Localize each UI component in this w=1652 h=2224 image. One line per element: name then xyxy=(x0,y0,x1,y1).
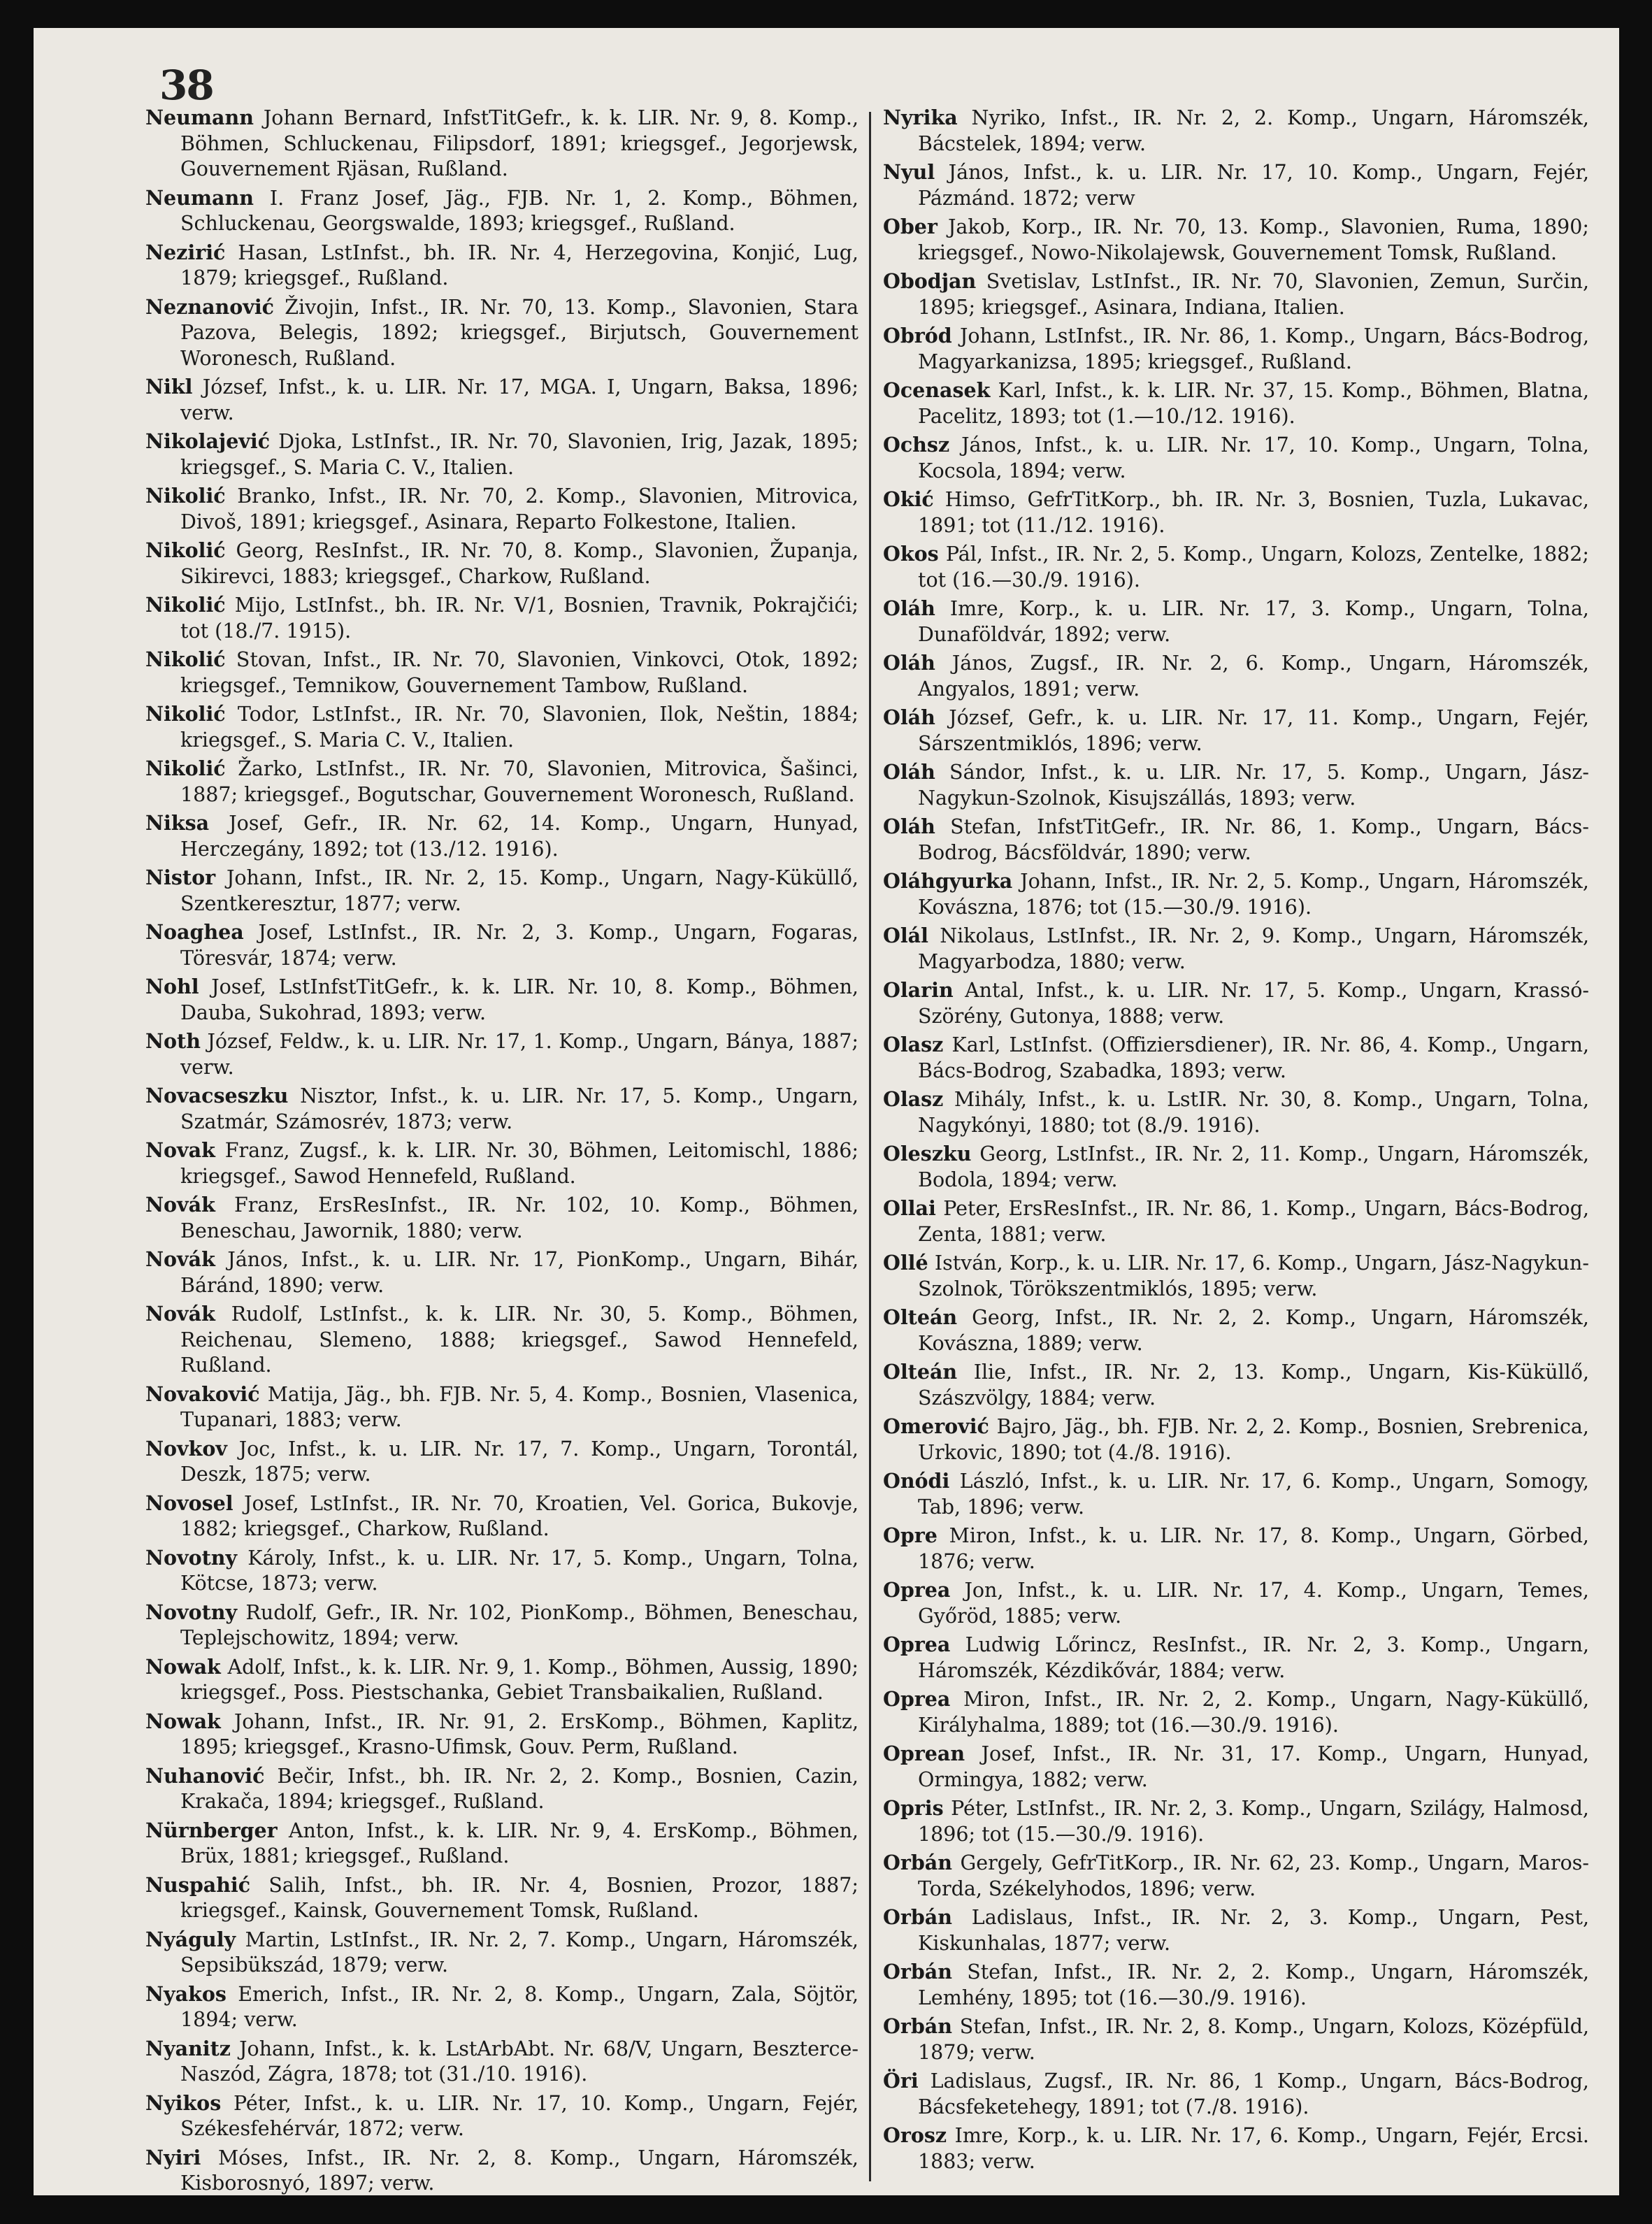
entry-details: Miron, Infst., k. u. LIR. Nr. 17, 8. Komp., Ungarn, Görbed, 1876; verw. xyxy=(918,1524,1589,1573)
entry-surname: Opre xyxy=(883,1523,938,1547)
entry-details: Móses, Infst., IR. Nr. 2, 8. Komp., Ungarn, Háromszék, Kisborosnyó, 1897; verw. xyxy=(180,2146,859,2195)
entry-details: József, Infst., k. u. LIR. Nr. 17, MGA. I, Ungarn, Baksa, 1896; verw. xyxy=(180,375,859,424)
entry-details: Pál, Infst., IR. Nr. 2, 5. Komp., Ungarn, Kolozs, Zentelke, 1882; tot (16.—30./9. 1916). xyxy=(918,543,1590,591)
register-entry xyxy=(883,759,1589,811)
entry-details: József, Feldw., k. u. LIR. Nr. 17, 1. Komp., Ungarn, Bánya, 1887; verw. xyxy=(180,1030,859,1079)
entry-surname: Oprea xyxy=(883,1578,951,1602)
register-entry xyxy=(883,1959,1589,2011)
entry-surname: Oprean xyxy=(883,1742,965,1765)
entry-details: Martin, LstInfst., IR. Nr. 2, 7. Komp., Ungarn, Háromszék, Sepsibükszád, 1879; verw. xyxy=(180,1928,859,1977)
entry-details: Jon, Infst., k. u. LIR. Nr. 17, 4. Komp., Ungarn, Temes, Győröd, 1885; verw. xyxy=(918,1579,1589,1628)
entry-surname: Olál xyxy=(883,924,928,947)
entry-details: László, Infst., k. u. LIR. Nr. 17, 6. Komp., Ungarn, Somogy, Tab, 1896; verw. xyxy=(918,1470,1589,1519)
entry-surname: Orbán xyxy=(883,2014,952,2038)
entry-details: Péter, Infst., k. u. LIR. Nr. 17, 10. Komp., Ungarn, Fejér, Székesfehérvár, 1872; verw. xyxy=(180,2091,859,2140)
register-entry xyxy=(883,1359,1589,1411)
entry-details: Peter, ErsResInfst., IR. Nr. 86, 1. Komp., Ungarn, Bács-Bodrog, Zenta, 1881; verw. xyxy=(918,1197,1590,1246)
register-entry xyxy=(145,1600,859,1651)
register-entry xyxy=(883,1468,1589,1520)
entry-surname: Noaghea xyxy=(145,920,244,944)
register-entry xyxy=(883,1686,1589,1738)
register-entry xyxy=(145,1382,859,1433)
entry-surname: Opris xyxy=(883,1796,944,1820)
entry-details: Josef, LstInfst., IR. Nr. 70, Kroatien, Vel. Gorica, Bukovje, 1882; kriegsgef., Charkow, Rußland. xyxy=(180,1491,859,1540)
entry-details: Žarko, LstInfst., IR. Nr. 70, Slavonien, Mitrovica, Šašinci, 1887; kriegsgef., Bogutschar, Gouvernement Woronesch, Rußland. xyxy=(180,757,859,806)
entry-surname: Orbán xyxy=(883,1905,952,1929)
entry-details: Georg, LstInfst., IR. Nr. 2, 11. Komp., Ungarn, Háromszék, Bodola, 1894; verw. xyxy=(918,1142,1589,1191)
register-entry xyxy=(145,1654,859,1706)
register-entry xyxy=(883,1196,1589,1247)
entry-surname: Novák xyxy=(145,1247,215,1271)
entry-details: Josef, Infst., IR. Nr. 31, 17. Komp., Ungarn, Hunyad, Ormingya, 1882; verw. xyxy=(918,1742,1589,1791)
entry-surname: Olarin xyxy=(883,978,954,1002)
entry-surname: Ochsz xyxy=(883,433,950,457)
register-entry xyxy=(883,1577,1589,1629)
register-entry xyxy=(145,865,859,917)
entry-surname: Nyiri xyxy=(145,2145,201,2169)
register-entry xyxy=(145,1763,859,1815)
entry-surname: Nowak xyxy=(145,1709,221,1733)
register-entry xyxy=(145,919,859,971)
entry-surname: Olasz xyxy=(883,1087,944,1111)
entry-surname: Novotny xyxy=(145,1545,238,1570)
entry-details: Salih, Infst., bh. IR. Nr. 4, Bosnien, Prozor, 1887; kriegsgef., Kainsk, Gouvernement Tomsk, Rußland. xyxy=(180,1873,859,1922)
register-entry xyxy=(883,323,1589,375)
document-page xyxy=(34,28,1619,2195)
register-entry xyxy=(145,105,859,182)
entry-surname: Novak xyxy=(145,1138,215,1162)
right-column xyxy=(883,105,1589,2177)
entry-surname: Okos xyxy=(883,542,939,566)
entry-surname: Nuhanović xyxy=(145,1763,265,1788)
entry-surname: Obród xyxy=(883,324,952,347)
register-entry xyxy=(883,105,1589,157)
entry-surname: Nikolić xyxy=(145,593,226,617)
register-entry xyxy=(145,1927,859,1979)
register-entry xyxy=(145,1436,859,1488)
entry-surname: Nikolić xyxy=(145,538,226,562)
register-entry xyxy=(145,1981,859,2033)
entry-surname: Ollé xyxy=(883,1251,928,1275)
register-entry xyxy=(883,1086,1589,1138)
register-entry xyxy=(145,647,859,698)
register-entry xyxy=(883,1414,1589,1465)
register-entry xyxy=(145,1247,859,1298)
entry-surname: Olteán xyxy=(883,1360,958,1384)
entry-details: Bajro, Jäg., bh. FJB. Nr. 2, 2. Komp., Bosnien, Srebrenica, Urkovic, 1890; tot (4./8. 1916). xyxy=(918,1415,1589,1464)
entry-details: Johann, Infst., IR. Nr. 2, 15. Komp., Ungarn, Nagy-Küküllő, Szentkeresztur, 1877; verw. xyxy=(180,866,859,915)
column-divider xyxy=(869,112,871,2181)
entry-details: Anton, Infst., k. k. LIR. Nr. 9, 4. ErsKomp., Böhmen, Brüx, 1881; kriegsgef., Rußland. xyxy=(180,1818,859,1867)
entry-surname: Oláhgyurka xyxy=(883,869,1013,893)
entry-surname: Novaković xyxy=(145,1382,260,1406)
register-entry xyxy=(145,2036,859,2088)
entry-surname: Neumann xyxy=(145,185,254,210)
entry-details: I. Franz Josef, Jäg., FJB. Nr. 1, 2. Komp., Böhmen, Schluckenau, Georgswalde, 1893; kriegsgef., Rußland. xyxy=(180,186,859,235)
entry-details: János, Infst., k. u. LIR. Nr. 17, 10. Komp., Ungarn, Fejér, Pázmánd. 1872; verw xyxy=(918,161,1589,210)
register-entry xyxy=(883,1795,1589,1847)
register-entry xyxy=(145,538,859,589)
register-entry xyxy=(883,541,1589,593)
entry-surname: Nezirić xyxy=(145,240,226,264)
entry-surname: Ober xyxy=(883,215,938,238)
register-entry xyxy=(883,1904,1589,1956)
entry-details: Ladislaus, Zugsf., IR. Nr. 86, 1 Komp., Ungarn, Bács-Bodrog, Bácsfeketehegy, 1891; tot (7./8. 1916). xyxy=(918,2069,1589,2118)
entry-details: Adolf, Infst., k. k. LIR. Nr. 9, 1. Komp., Böhmen, Aussig, 1890; kriegsgef., Poss. Piestschanka, Gebiet Transbaikalien, Rußland. xyxy=(180,1655,859,1704)
entry-surname: Okić xyxy=(883,487,934,511)
entry-details: Branko, Infst., IR. Nr. 70, 2. Komp., Slavonien, Mitrovica, Divoš, 1891; kriegsgef., Asinara, Reparto Folkestone, Italien. xyxy=(180,485,859,533)
entry-details: Johann, Infst., IR. Nr. 2, 5. Komp., Ungarn, Háromszék, Kovászna, 1876; tot (15.—30./9. 1916). xyxy=(918,870,1589,919)
entry-surname: Nikolajević xyxy=(145,429,271,453)
register-entry xyxy=(883,2123,1589,2174)
register-entry xyxy=(883,1632,1589,1684)
entry-surname: Nistor xyxy=(145,866,216,889)
entry-details: Johann, Infst., k. k. LstArbAbt. Nr. 68/V, Ungarn, Beszterce-Naszód, Zágra, 1878; tot (31./10. 1916). xyxy=(180,2037,859,2086)
register-entry xyxy=(145,974,859,1026)
register-entry xyxy=(145,756,859,808)
entry-details: Bečir, Infst., bh. IR. Nr. 2, 2. Komp., Bosnien, Cazin, Krakača, 1894; kriegsgef., Rußland. xyxy=(180,1764,859,1813)
entry-details: Nisztor, Infst., k. u. LIR. Nr. 17, 5. Komp., Ungarn, Szatmár, Számosrév, 1873; verw. xyxy=(180,1084,859,1133)
register-entry xyxy=(145,240,859,292)
entry-details: Joc, Infst., k. u. LIR. Nr. 17, 7. Komp., Ungarn, Torontál, Deszk, 1875; verw. xyxy=(180,1437,859,1486)
entry-surname: Niksa xyxy=(145,811,210,835)
register-entry xyxy=(145,1491,859,1542)
entry-surname: Nikolić xyxy=(145,702,226,726)
entry-surname: Ollai xyxy=(883,1196,936,1220)
register-entry xyxy=(145,701,859,753)
entry-surname: Nyáguly xyxy=(145,1927,236,1951)
register-entry xyxy=(883,705,1589,756)
entry-details: Josef, Gefr., IR. Nr. 62, 14. Komp., Ungarn, Hunyad, Herczegány, 1892; tot (13./12. 1916). xyxy=(180,812,859,861)
entry-surname: Obodjan xyxy=(883,269,977,293)
entry-details: Karl, LstInfst. (Offiziersdiener), IR. Nr. 86, 4. Komp., Ungarn, Bács-Bodrog, Szabadka, 1893; verw. xyxy=(918,1033,1589,1082)
register-entry xyxy=(883,214,1589,266)
register-entry xyxy=(145,1028,859,1080)
entry-details: István, Korp., k. u. LIR. Nr. 17, 6. Komp., Ungarn, Jász-Nagykun-Szolnok, Törökszentmiklós, 1895; verw. xyxy=(918,1251,1589,1300)
entry-details: Ilie, Infst., IR. Nr. 2, 13. Komp., Ungarn, Kis-Küküllő, Szászvölgy, 1884; verw. xyxy=(918,1361,1589,1409)
entry-surname: Novotny xyxy=(145,1600,238,1624)
entry-surname: Neumann xyxy=(145,106,254,129)
entry-details: Franz, ErsResInfst., IR. Nr. 102, 10. Komp., Böhmen, Beneschau, Jawornik, 1880; verw. xyxy=(180,1193,859,1242)
register-entry xyxy=(145,1192,859,1244)
entry-details: Imre, Korp., k. u. LIR. Nr. 17, 3. Komp., Ungarn, Tolna, Dunaföldvár, 1892; verw. xyxy=(918,597,1589,646)
entry-surname: Nowak xyxy=(145,1654,221,1679)
left-column xyxy=(145,105,859,2195)
register-entry xyxy=(145,1872,859,1924)
entry-details: Emerich, Infst., IR. Nr. 2, 8. Komp., Ungarn, Zala, Söjtör, 1894; verw. xyxy=(180,1982,859,2031)
register-entry xyxy=(883,1141,1589,1193)
entry-surname: Oprea xyxy=(883,1633,951,1656)
register-entry xyxy=(883,2068,1589,2120)
entry-details: Franz, Zugsf., k. k. LIR. Nr. 30, Böhmen, Leitomischl, 1886; kriegsgef., Sawod Hennefeld, Rußland. xyxy=(180,1139,859,1188)
page-number: 38 xyxy=(159,62,213,109)
entry-details: Himso, GefrTitKorp., bh. IR. Nr. 3, Bosnien, Tuzla, Lukavac, 1891; tot (11./12. 1916). xyxy=(918,488,1589,537)
entry-details: János, Zugsf., IR. Nr. 2, 6. Komp., Ungarn, Háromszék, Angyalos, 1891; verw. xyxy=(918,652,1589,701)
register-entry xyxy=(883,596,1589,647)
entry-surname: Oleszku xyxy=(883,1142,972,1165)
entry-details: Johann, Infst., IR. Nr. 91, 2. ErsKomp., Böhmen, Kaplitz, 1895; kriegsgef., Krasno-Ufimsk, Gouv. Perm, Rußland. xyxy=(180,1709,859,1758)
register-entry xyxy=(883,378,1589,429)
entry-details: Hasan, LstInfst., bh. IR. Nr. 4, Herzegovina, Konjić, Lug, 1879; kriegsgef., Rußland. xyxy=(180,241,859,289)
entry-surname: Omerović xyxy=(883,1414,989,1438)
entry-surname: Oláh xyxy=(883,815,935,838)
register-entry xyxy=(145,1709,859,1760)
entry-details: Rudolf, LstInfst., k. k. LIR. Nr. 30, 5. Komp., Böhmen, Reichenau, Slemeno, 1888; kriegsgef., Sawod Hennefeld, Rußland. xyxy=(180,1303,859,1377)
register-entry xyxy=(145,1083,859,1135)
register-entry xyxy=(883,1250,1589,1302)
entry-details: Josef, LstInfstTitGefr., k. k. LIR. Nr. 10, 8. Komp., Böhmen, Dauba, Sukohrad, 1893; verw. xyxy=(180,975,859,1024)
register-entry xyxy=(145,2090,859,2142)
register-entry xyxy=(883,650,1589,702)
entry-surname: Nikl xyxy=(145,375,193,399)
entry-details: Stefan, InfstTitGefr., IR. Nr. 86, 1. Komp., Ungarn, Bács-Bodrog, Bácsföldvár, 1890; verw. xyxy=(918,815,1589,864)
entry-details: Stefan, Infst., IR. Nr. 2, 2. Komp., Ungarn, Háromszék, Lemhény, 1895; tot (16.—30./9. 1916). xyxy=(918,1960,1589,2009)
entry-details: Georg, Infst., IR. Nr. 2, 2. Komp., Ungarn, Háromszék, Kovászna, 1889; verw. xyxy=(918,1306,1589,1355)
register-entry xyxy=(883,159,1589,211)
register-entry xyxy=(883,487,1589,538)
register-entry xyxy=(145,294,859,372)
register-entry xyxy=(145,592,859,644)
register-entry xyxy=(883,1305,1589,1356)
register-entry xyxy=(883,814,1589,866)
entry-surname: Novák xyxy=(145,1193,215,1217)
entry-surname: Noth xyxy=(145,1029,201,1053)
entry-surname: Öri xyxy=(883,2069,919,2093)
register-entry xyxy=(883,2014,1589,2065)
entry-surname: Ocenasek xyxy=(883,378,991,402)
entry-details: Mihály, Infst., k. u. LstIR. Nr. 30, 8. Komp., Ungarn, Tolna, Nagykónyi, 1880; tot (8./9. 1916). xyxy=(918,1088,1590,1137)
entry-details: Živojin, Infst., IR. Nr. 70, 13. Komp., Slavonien, Stara Pazova, Belegis, 1892; kriegsgef., Birjutsch, Gouvernement Woronesch, Rußland. xyxy=(180,295,859,370)
entry-surname: Oláh xyxy=(883,760,935,784)
entry-surname: Oláh xyxy=(883,596,935,620)
entry-details: Stefan, Infst., IR. Nr. 2, 8. Komp., Ungarn, Kolozs, Középfüld, 1879; verw. xyxy=(918,2015,1589,2064)
entry-details: Ludwig Lőrincz, ResInfst., IR. Nr. 2, 3. Komp., Ungarn, Háromszék, Kézdikővár, 1884; verw. xyxy=(918,1633,1589,1682)
entry-surname: Nikolić xyxy=(145,756,226,780)
entry-details: Svetislav, LstInfst., IR. Nr. 70, Slavonien, Zemun, Surčin, 1895; kriegsgef., Asinara, Indiana, Italien. xyxy=(918,270,1589,319)
entry-details: Todor, LstInfst., IR. Nr. 70, Slavonien, Ilok, Neštin, 1884; kriegsgef., S. Maria C. V., Italien. xyxy=(180,703,859,752)
entry-details: József, Gefr., k. u. LIR. Nr. 17, 11. Komp., Ungarn, Fejér, Sárszentmiklós, 1896; verw. xyxy=(918,706,1589,755)
entry-surname: Oláh xyxy=(883,651,935,675)
entry-surname: Nürnberger xyxy=(145,1818,278,1842)
register-entry xyxy=(145,1545,859,1597)
entry-surname: Novák xyxy=(145,1302,215,1326)
entry-details: Sándor, Infst., k. u. LIR. Nr. 17, 5. Komp., Ungarn, Jász-Nagykun-Szolnok, Kisujszállás, 1893; verw. xyxy=(918,761,1590,810)
entry-surname: Orbán xyxy=(883,1960,952,1983)
entry-details: Imre, Korp., k. u. LIR. Nr. 17, 6. Komp., Ungarn, Fejér, Ercsi. 1883; verw. xyxy=(918,2124,1589,2173)
register-entry xyxy=(145,1138,859,1189)
entry-surname: Nyul xyxy=(883,160,935,184)
register-entry xyxy=(883,268,1589,320)
entry-details: Mijo, LstInfst., bh. IR. Nr. V/1, Bosnien, Travnik, Pokrajčići; tot (18./7. 1915). xyxy=(180,594,859,643)
entry-surname: Novosel xyxy=(145,1491,234,1515)
entry-details: Ladislaus, Infst., IR. Nr. 2, 3. Komp., Ungarn, Pest, Kiskunhalas, 1877; verw. xyxy=(918,1906,1590,1955)
register-entry xyxy=(145,1301,859,1379)
register-entry xyxy=(145,185,859,237)
register-entry xyxy=(145,2145,859,2196)
entry-surname: Nikolić xyxy=(145,647,226,671)
entry-surname: Neznanović xyxy=(145,294,275,319)
entry-details: Antal, Infst., k. u. LIR. Nr. 17, 5. Komp., Ungarn, Krassó-Szörény, Gutonya, 1888; verw. xyxy=(918,979,1589,1028)
entry-surname: Olasz xyxy=(883,1033,944,1056)
entry-details: Nyriko, Infst., IR. Nr. 2, 2. Komp., Ungarn, Háromszék, Bácstelek, 1894; verw. xyxy=(918,106,1589,155)
entry-surname: Nuspahić xyxy=(145,1872,251,1897)
entry-details: Johann, LstInfst., IR. Nr. 86, 1. Komp., Ungarn, Bács-Bodrog, Magyarkanizsa, 1895; kriegsgef., Rußland. xyxy=(918,324,1590,373)
entry-details: Djoka, LstInfst., IR. Nr. 70, Slavonien, Irig, Jazak, 1895; kriegsgef., S. Maria C. V., Italien. xyxy=(180,430,859,479)
register-entry xyxy=(145,374,859,426)
entry-details: Nikolaus, LstInfst., IR. Nr. 2, 9. Komp., Ungarn, Háromszék, Magyarbodza, 1880; verw. xyxy=(918,924,1589,973)
entry-surname: Nyrika xyxy=(883,106,958,129)
register-entry xyxy=(883,1850,1589,1902)
register-entry xyxy=(145,810,859,862)
entry-surname: Oprea xyxy=(883,1687,951,1711)
register-entry xyxy=(883,432,1589,484)
entry-details: Jakob, Korp., IR. Nr. 70, 13. Komp., Slavonien, Ruma, 1890; kriegsgef., Nowo-Nikolajewsk, Gouvernement Tomsk, Rußland. xyxy=(918,215,1589,264)
entry-surname: Nikolić xyxy=(145,484,226,508)
entry-details: Péter, LstInfst., IR. Nr. 2, 3. Komp., Ungarn, Szilágy, Halmosd, 1896; tot (15.—30./9. 1916). xyxy=(918,1797,1589,1846)
entry-details: János, Infst., k. u. LIR. Nr. 17, PionKomp., Ungarn, Bihár, Báránd, 1890; verw. xyxy=(180,1248,859,1297)
register-entry xyxy=(883,1741,1589,1793)
entry-details: Josef, LstInfst., IR. Nr. 2, 3. Komp., Ungarn, Fogaras, Töresvár, 1874; verw. xyxy=(180,921,859,970)
entry-surname: Onódi xyxy=(883,1469,950,1493)
register-entry xyxy=(883,977,1589,1029)
entry-details: Stovan, Infst., IR. Nr. 70, Slavonien, Vinkovci, Otok, 1892; kriegsgef., Temnikow, Gouvernement Tambow, Rußland. xyxy=(180,648,859,697)
register-entry xyxy=(883,1523,1589,1574)
register-entry xyxy=(883,868,1589,920)
entry-surname: Nyakos xyxy=(145,1981,227,2006)
entry-details: Károly, Infst., k. u. LIR. Nr. 17, 5. Komp., Ungarn, Tolna, Kötcse, 1873; verw. xyxy=(180,1546,859,1595)
register-entry xyxy=(145,483,859,535)
register-entry xyxy=(883,1032,1589,1084)
register-entry xyxy=(145,429,859,480)
entry-details: Karl, Infst., k. k. LIR. Nr. 37, 15. Komp., Böhmen, Blatna, Pacelitz, 1893; tot (1.—10./12. 1916). xyxy=(918,379,1590,428)
entry-surname: Nyanitz xyxy=(145,2036,231,2060)
entry-surname: Orbán xyxy=(883,1851,952,1874)
entry-details: Matija, Jäg., bh. FJB. Nr. 5, 4. Komp., Bosnien, Vlasenica, Tupanari, 1883; verw. xyxy=(180,1382,859,1431)
entry-surname: Olteán xyxy=(883,1305,958,1329)
entry-details: Johann Bernard, InfstTitGefr., k. k. LIR. Nr. 9, 8. Komp., Böhmen, Schluckenau, Filipsdorf, 1891; kriegsgef., Jegorjewsk, Gouvernement Rjäsan, Rußland. xyxy=(180,106,859,180)
register-entry xyxy=(883,923,1589,975)
entry-surname: Nohl xyxy=(145,975,199,998)
entry-surname: Oláh xyxy=(883,705,935,729)
entry-details: Georg, ResInfst., IR. Nr. 70, 8. Komp., Slavonien, Županja, Sikirevci, 1883; kriegsgef., Charkow, Rußland. xyxy=(180,539,859,588)
register-entry xyxy=(145,1818,859,1870)
entry-details: Gergely, GefrTitKorp., IR. Nr. 62, 23. Komp., Ungarn, Maros-Torda, Székelyhodos, 1896; verw. xyxy=(918,1851,1590,1900)
entry-details: Rudolf, Gefr., IR. Nr. 102, PionKomp., Böhmen, Beneschau, Teplejschowitz, 1894; verw. xyxy=(180,1600,859,1649)
entry-details: János, Infst., k. u. LIR. Nr. 17, 10. Komp., Ungarn, Tolna, Kocsola, 1894; verw. xyxy=(918,433,1589,482)
entry-details: Miron, Infst., IR. Nr. 2, 2. Komp., Ungarn, Nagy-Küküllő, Királyhalma, 1889; tot (16.—30./9. 1916). xyxy=(918,1688,1589,1737)
entry-surname: Nyikos xyxy=(145,2090,222,2115)
entry-surname: Novkov xyxy=(145,1436,227,1461)
entry-surname: Orosz xyxy=(883,2123,947,2147)
entry-surname: Novacseszku xyxy=(145,1084,289,1107)
